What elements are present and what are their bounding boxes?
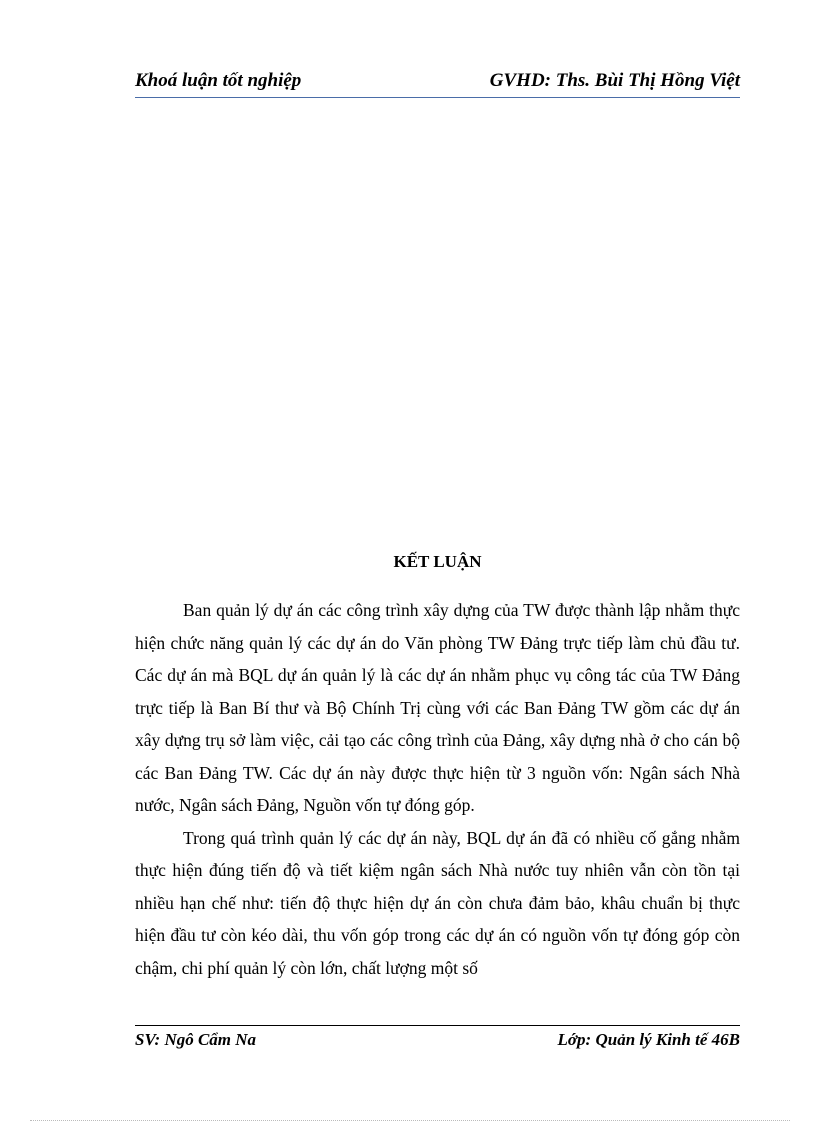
section-title: KẾT LUẬN [393, 552, 482, 571]
page-footer [135, 1030, 740, 1054]
header-thesis-label: Khoá luận tốt nghiệp [135, 70, 302, 91]
header-divider [135, 97, 740, 98]
header-advisor: GVHD: Ths. Bùi Thị Hồng Việt [489, 70, 740, 91]
page-bottom-edge [30, 1120, 790, 1121]
footer-divider [135, 1025, 740, 1026]
paragraph-1: Ban quản lý dự án các công trình xây dựng của TW được thành lập nhằm thực hiện chức năng quản lý các dự án do Văn phòng TW Đảng trực tiếp làm chủ đầu tư. Các dự án mà BQL dự án quản lý là các dự án nhằm phục vụ công tác của TW Đảng trực tiếp là Ban Bí thư và Bộ Chính Trị cùng với các Ban Đảng TW gồm các dự án xây dựng trụ sở làm việc, cải tạo các công trình của Đảng, xây dựng nhà ở cho cán bộ các Ban Đảng TW. Các dự án này được thực hiện từ 3 nguồn vốn: Ngân sách Nhà nước, Ngân sách Đảng, Nguồn vốn tự đóng góp. [135, 600, 740, 815]
footer-student: SV: Ngô Cẩm Na [135, 1030, 257, 1049]
document-body [135, 594, 740, 984]
paragraph-2: Trong quá trình quản lý các dự án này, BQL dự án đã có nhiều cố gắng nhằm thực hiện đúng tiến độ và tiết kiệm ngân sách Nhà nước tuy nhiên vẫn còn tồn tại nhiều hạn chế như: tiến độ thực hiện dự án còn chưa đảm bảo, khâu chuẩn bị thực hiện đầu tư còn kéo dài, thu vốn góp trong các dự án có nguồn vốn tự đóng góp còn chậm, chi phí quản lý còn lớn, chất lượng một số [135, 827, 740, 978]
page-header [135, 70, 740, 94]
footer-class: Lớp: Quản lý Kinh tế 46B [557, 1030, 740, 1049]
